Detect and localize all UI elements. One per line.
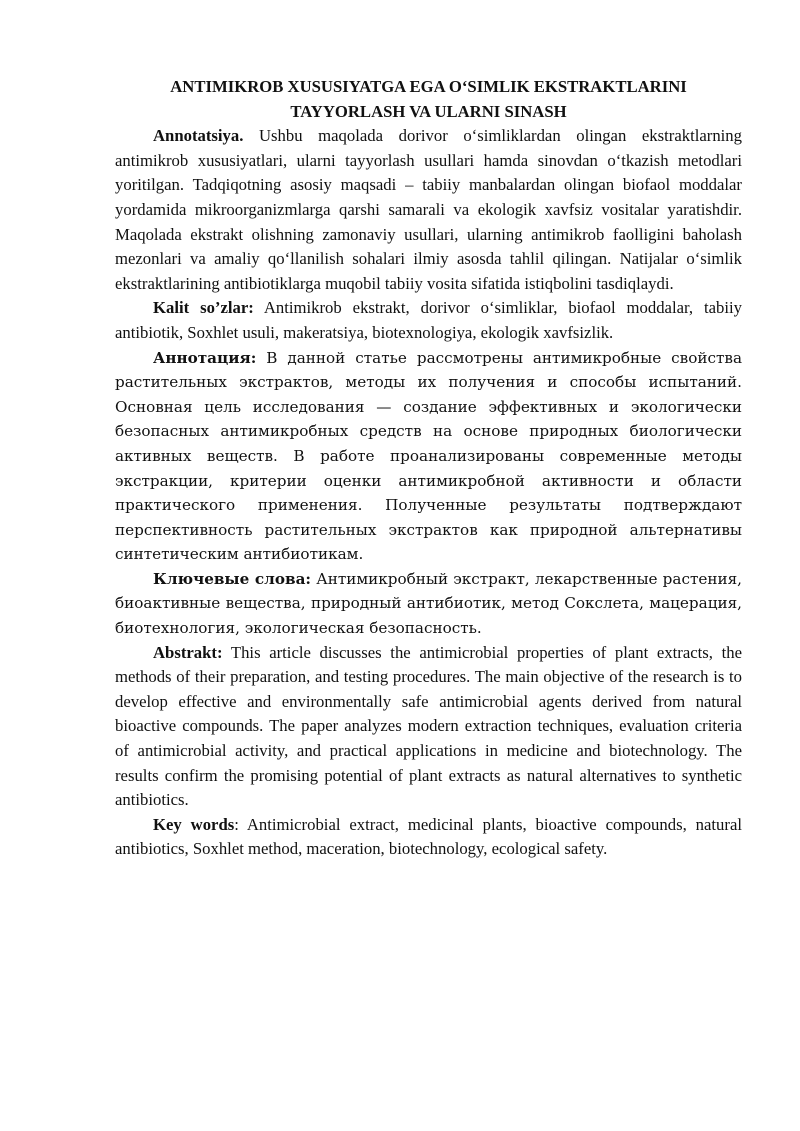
annotation-ru-label: Аннотация: xyxy=(153,348,257,367)
annotation-uz-text: Ushbu maqolada dorivor o‘simliklardan olingan ekstraktlarning antimikrob xususiyatlari, ularni tayyorlash usullari hamda sinovdan o‘tkazish metodlari yoritilgan. Tadqiqotning asosiy maqsadi – tabiiy manbalardan olingan biofaol moddalar yordamida mikroorganizmlarga qarshi samarali va ekologik xavfsiz vositalar yaratishdir. Maqolada ekstrakt olishning zamonaviy usullari, ularning antimikrob faolligini baholash mezonlari va amaliy qo‘llanilish sohalari ilmiy asosda tahlil qilingan. Natijalar o‘simlik ekstraktlarining antibiotiklarga muqobil tabiiy vosita sifatida istiqbolini tasdiqlaydi. xyxy=(115,126,742,293)
keywords-en-text: : Antimicrobial extract, medicinal plants, bioactive compounds, natural antibiotics, Soxhlet method, maceration, biotechnology, ecological safety. xyxy=(115,814,742,859)
keywords-en-label: Key words xyxy=(153,814,235,834)
keywords-uz-paragraph xyxy=(115,296,742,345)
annotation-ru-text: В данной статье рассмотрены антимикробные свойства растительных экстрактов, методы их получения и способы испытаний. Основная цель исследования — создание эффективных и экологически безопасных антимикробных средств на основе природных биологически активных веществ. В работе проанализированы современные методы экстракции, критерии оценки антимикробной активности и области практического применения. Полученные результаты подтверждают перспективность растительных экстрактов как природной альтернативы синтетическим антибиотикам. xyxy=(115,348,743,564)
keywords-en-paragraph xyxy=(115,813,742,862)
article-title xyxy=(115,75,742,124)
abstract-en-text: This article discusses the antimicrobial properties of plant extracts, the methods of their preparation, and testing procedures. The main objective of the research is to develop effective and environmentally safe antimicrobial agents derived from natural bioactive compounds. The paper analyzes modern extraction techniques, evaluation criteria of antimicrobial activity, and practical applications in medicine and biotechnology. The results confirm the promising potential of plant extracts as natural alternatives to synthetic antibiotics. xyxy=(115,642,743,810)
annotation-ru-paragraph xyxy=(115,346,742,567)
document-page xyxy=(115,75,742,862)
abstract-en-paragraph xyxy=(115,641,742,813)
abstract-en-label: Abstrakt: xyxy=(153,642,223,662)
keywords-ru-label: Ключевые слова: xyxy=(153,569,312,588)
annotation-uz-label: Annotatsiya. xyxy=(153,126,244,146)
keywords-uz-text: Antimikrob ekstrakt, dorivor o‘simliklar, biofaol moddalar, tabiiy antibiotik, Soxhlet usuli, makeratsiya, biotexnologiya, ekologik xavfsizlik. xyxy=(115,298,742,342)
title-line-1: ANTIMIKROB XUSUSIYATGA EGA O‘SIMLIK EKSTRAKTLARINI xyxy=(170,77,687,96)
keywords-ru-paragraph xyxy=(115,567,742,641)
title-line-2: TAYYORLASH VA ULARNI SINASH xyxy=(290,101,567,121)
keywords-uz-label: Kalit so’zlar: xyxy=(153,298,254,318)
keywords-ru-text: Антимикробный экстракт, лекарственные растения, биоактивные вещества, природный антибиотик, метод Сокслета, мацерация, биотехнология, экологическая безопасность. xyxy=(115,569,743,638)
annotation-uz-paragraph xyxy=(115,124,742,296)
